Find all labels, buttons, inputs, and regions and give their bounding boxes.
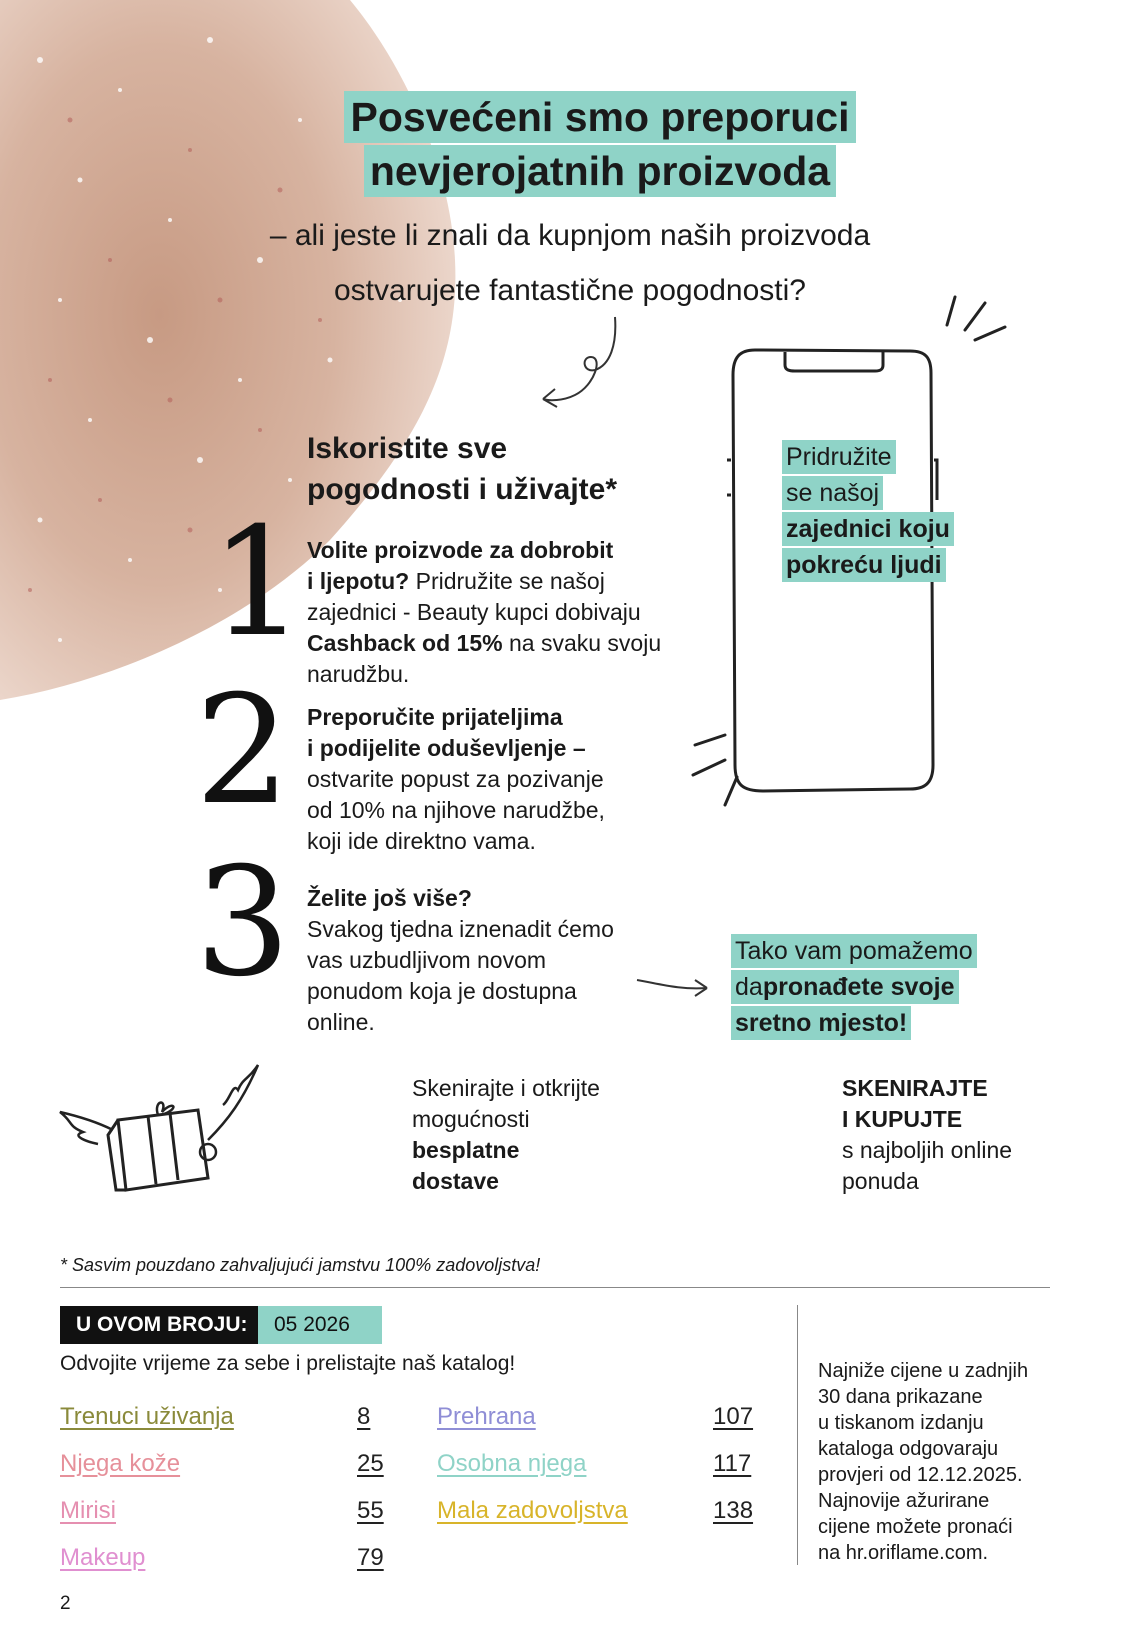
toc-link-osobna-njega[interactable]: Osobna njega [437,1450,587,1477]
step-1-text [307,535,687,690]
step-1-text-4: narudžbu. [307,661,410,687]
happy-place-callout [731,934,977,1042]
headline-line-2: nevjerojatnih proizvoda [364,145,836,197]
step-3-text [307,883,687,1038]
community-callout-line-4: pokreću ljudi [786,551,942,579]
benefits-title-line-1: Iskoristite sve [307,432,508,465]
toc-link-trenuci[interactable]: Trenuci uživanja [60,1403,234,1430]
toc-intro: Odvojite vrijeme za sebe i prelistajte naš katalog! [60,1352,516,1375]
step-2-bold-2: i podijelite oduševljenje – [307,735,586,761]
step-1-text-2: zajednici - Beauty kupci dobivaju [307,599,641,625]
step-2-text-3: koji ide direktno vama. [307,828,536,854]
scan-shop-line-4: ponuda [842,1168,919,1194]
step-3-text-4: online. [307,1009,375,1035]
step-2-text-1: ostvarite popust za pozivanje [307,766,604,792]
scan-shop-line-3: s najboljih online [842,1137,1013,1163]
toc-link-mirisi[interactable]: Mirisi [60,1497,116,1524]
subheadline-line-1: – ali jeste li znali da kupnjom naših proizvoda [269,219,871,252]
toc-page-trenuci[interactable]: 8 [357,1403,371,1430]
toc-issue: 05 2026 [258,1306,382,1344]
guarantee-footnote: * Sasvim pouzdano zahvaljujući jamstvu 100% zadovoljstva! [60,1255,541,1275]
step-1-text-1: Pridružite se našoj [409,568,605,594]
happy-place-line-2a: da [735,973,763,1001]
step-1-bold-1: Volite proizvode za dobrobit [307,537,614,563]
scan-shop-line-1: SKENIRAJTE [842,1075,988,1101]
step-3-text-3: ponudom koja je dostupna [307,978,577,1004]
price-note-line-5: provjeri od 12.12.2025. [818,1464,1023,1486]
community-callout-line-1: Pridružite [782,440,896,474]
vertical-divider [797,1305,798,1565]
step-number-1: 1 [210,496,306,670]
toc-label: U OVOM BROJU: [60,1306,264,1344]
step-2-text-2: od 10% na njihove narudžbe, [307,797,605,823]
toc-link-njega-koze[interactable]: Njega kože [60,1450,181,1477]
curly-arrow-icon [535,315,635,425]
step-1-bold-3: Cashback od 15% [307,630,503,656]
toc-page-mirisi[interactable]: 55 [357,1497,384,1524]
step-2-bold-1: Preporučite prijateljima [307,704,563,730]
free-delivery-text [412,1073,600,1197]
toc-page-osobna-njega[interactable]: 117 [713,1450,752,1477]
community-callout-line-3: zajednici koju [786,515,950,543]
page-number: 2 [60,1593,71,1614]
arrow-right-icon [635,970,715,1000]
toc-page-makeup[interactable]: 79 [357,1544,384,1571]
scan-shop-line-2: I KUPUJTE [842,1106,963,1132]
free-delivery-line-4: dostave [412,1168,499,1194]
price-note-line-7: cijene možete pronaći [818,1516,1013,1538]
step-1-bold-2: i ljepotu? [307,568,410,594]
free-delivery-line-3: besplatne [412,1137,520,1163]
step-3-text-2: vas uzbudljivom novom [307,947,547,973]
free-delivery-line-2: mogućnosti [412,1106,530,1132]
happy-place-line-3: sretno mjesto! [735,1009,908,1037]
happy-place-line-1: Tako vam pomažemo [731,934,977,968]
step-number-3: 3 [195,836,291,1010]
happy-place-line-2b: pronađete svoje [762,973,955,1001]
step-3-text-1: Svakog tjedna iznenadit ćemo [307,916,614,942]
toc-page-prehrana[interactable]: 107 [713,1403,754,1430]
scan-shop-text [842,1073,1012,1197]
step-1-text-3: na svaku svoju [502,630,662,656]
benefits-title-line-2: pogodnosti i uživajte* [307,473,618,506]
toc-link-mala-zadovoljstva[interactable]: Mala zadovoljstva [437,1497,628,1524]
community-callout-line-2: se našoj [782,476,883,510]
free-delivery-line-1: Skenirajte i otkrijte [412,1075,600,1101]
price-note-line-8: na hr.oriflame.com. [818,1542,989,1564]
benefits-title [307,428,617,510]
price-note-line-4: kataloga odgovaraju [818,1438,999,1460]
subheadline-line-2: ostvarujete fantastične pogodnosti? [334,274,806,307]
toc-page-njega-koze[interactable]: 25 [357,1450,384,1477]
headline-line-1: Posvećeni smo preporuci [344,91,855,143]
headline [340,90,860,198]
price-note-line-2: 30 dana prikazane [818,1386,983,1408]
step-number-2: 2 [195,664,291,838]
price-note-line-3: u tiskanom izdanju [818,1412,984,1434]
price-note-line-6: Najnovije ažurirane [818,1490,990,1512]
toc-link-makeup[interactable]: Makeup [60,1544,146,1571]
toc-link-prehrana[interactable]: Prehrana [437,1403,536,1430]
price-note [818,1358,1048,1566]
step-2-text [307,702,687,857]
toc-page-mala-zadovoljstva[interactable]: 138 [713,1497,754,1524]
community-callout [782,440,954,584]
step-3-bold-1: Želite još više? [307,885,472,911]
flying-gift-icon [58,1060,268,1200]
divider [60,1287,1050,1288]
price-note-line-1: Najniže cijene u zadnjih [818,1360,1029,1382]
